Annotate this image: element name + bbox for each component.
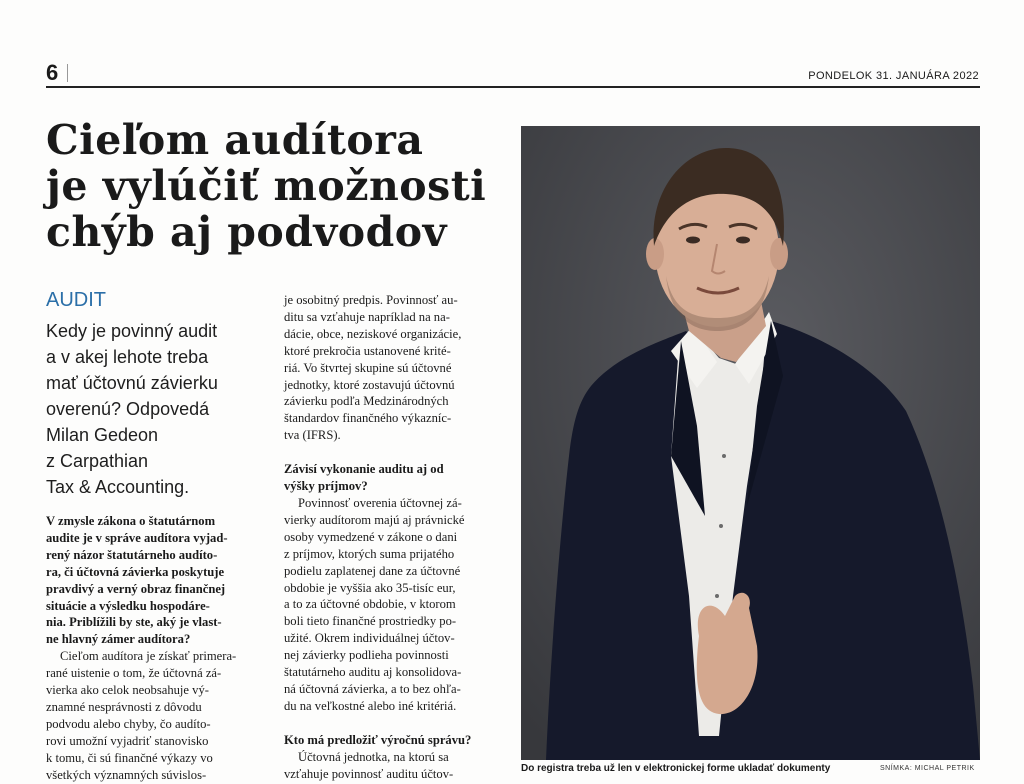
text-line: nia. Priblížili by ste, aký je vlast-	[46, 615, 222, 630]
article-headline	[46, 117, 516, 255]
interview-question	[46, 513, 268, 648]
text-line: obdobie je vyššia ako 35-tisíc eur,	[284, 580, 456, 595]
portrait-photo	[521, 126, 980, 760]
text-line: a to za účtovné obdobie, v ktorom	[284, 597, 456, 612]
text-line: znamné nesprávnosti z dôvodu	[46, 699, 202, 714]
text-line: riá. Vo štvrtej skupine sú účtovné	[284, 360, 452, 375]
text-line: dácie, obce, neziskové organizácie,	[284, 326, 462, 341]
text-line: ra, či účtovná závierka poskytuje	[46, 564, 225, 579]
header-rule	[46, 86, 980, 88]
text-line: Účtovná jednotka, na ktorú sa	[298, 749, 449, 764]
text-line: k tomu, či sú finančné výkazy vo	[46, 750, 213, 765]
text-line: ditu sa vzťahuje napríklad na na-	[284, 309, 450, 324]
text-line: výšky príjmov?	[284, 479, 368, 494]
ear	[770, 238, 788, 270]
text-line: podvodu alebo chyby, čo audíto-	[46, 716, 211, 731]
text-line: všetkých významných súvislos-	[46, 767, 207, 782]
text-line: situácie a výsledku hospodáre-	[46, 598, 210, 613]
text-line: boli tieto finančné prostriedky po-	[284, 614, 457, 629]
text-line: pravdivý a verný obraz finančnej	[46, 581, 226, 596]
interview-subhead	[284, 461, 506, 495]
text-line: podielu zaplatenej dane za účtovné	[284, 563, 461, 578]
portrait-illustration	[521, 126, 980, 760]
text-line: audite je v správe audítora vyjad-	[46, 530, 228, 545]
shirt-button	[715, 594, 719, 598]
article-lead	[46, 318, 266, 500]
text-line: osoby vymedzené v zákone o dani	[284, 529, 458, 544]
text-line: z príjmov, ktorých suma prijatého	[284, 546, 455, 561]
text-line: vzťahuje povinnosť auditu účtov-	[284, 766, 454, 781]
eye	[686, 237, 700, 244]
text-line: závierku podľa Medzinárodných	[284, 394, 449, 409]
body-column-1	[46, 513, 268, 784]
lead-line: Tax & Accounting.	[46, 477, 190, 497]
text-line: Povinnosť overenia účtovnej zá-	[298, 495, 462, 510]
text-line: ktoré prekročia ustanovené krité-	[284, 343, 451, 358]
text-line: ne hlavný zámer audítora?	[46, 632, 191, 647]
text-line: nej závierky podlieha povinnosti	[284, 648, 449, 663]
body-column-2	[284, 292, 506, 782]
text-line: je osobitný predpis. Povinnosť au-	[284, 293, 458, 307]
text-line: du na veľkostné alebo iné kritériá.	[284, 698, 457, 713]
text-line: štatutárneho auditu aj konsolidova-	[284, 665, 462, 680]
section-kicker: AUDIT	[46, 289, 106, 311]
text-line: tva (IFRS).	[284, 428, 341, 443]
text-line: užité. Okrem individuálnej účtov-	[284, 631, 455, 646]
headline-line: Cieľom audítora	[46, 116, 424, 164]
text-line: rovi umožní vyjadriť stanovisko	[46, 733, 209, 748]
lead-line: mať účtovnú závierku	[46, 373, 218, 393]
text-line: jednotky, ktoré zostavujú účtovnú	[284, 377, 455, 392]
paragraph	[284, 292, 506, 444]
text-line: rený názor štatutárneho audíto-	[46, 547, 218, 562]
photo-credit: SNÍMKA: MICHAL PETRIK	[880, 765, 975, 772]
text-line: Kto má predložiť výročnú správu?	[284, 732, 472, 747]
paragraph	[284, 749, 506, 783]
photo-caption: Do registra treba už len v elektronickej forme ukladať dokumenty	[521, 763, 831, 774]
shirt-button	[719, 524, 723, 528]
lead-line: Kedy je povinný audit	[46, 321, 218, 341]
paragraph	[284, 495, 506, 715]
interview-subhead	[284, 732, 506, 749]
text-line: ná účtovná závierka, a to bez ohľa-	[284, 681, 461, 696]
text-line: V zmysle zákona o štatutárnom	[46, 514, 216, 528]
page-number: 6	[46, 60, 59, 85]
lead-line: overenú? Odpovedá	[46, 399, 210, 419]
text-line: vierka ako celok neobsahuje vý-	[46, 683, 209, 698]
text-line: rané uistenie o tom, že účtovná zá-	[46, 666, 222, 681]
headline-line: je vylúčiť možnosti	[46, 162, 487, 210]
page-number-divider	[67, 64, 68, 82]
text-line: Cieľom audítora je získať primera-	[60, 649, 237, 664]
lead-line: z Carpathian	[46, 451, 149, 471]
lead-line: Milan Gedeon	[46, 425, 159, 445]
text-line: vierky audítorom majú aj právnické	[284, 512, 465, 527]
eye	[736, 237, 750, 244]
interview-answer	[46, 648, 268, 783]
shirt-button	[722, 454, 726, 458]
headline-line: chýb aj podvodov	[46, 208, 447, 256]
lead-line: a v akej lehote treba	[46, 347, 209, 367]
text-line: štandardov finančného výkazníc-	[284, 411, 452, 426]
text-line: Závisí vykonanie auditu aj od	[284, 462, 444, 477]
issue-date: PONDELOK 31. JANUÁRA 2022	[808, 70, 979, 82]
